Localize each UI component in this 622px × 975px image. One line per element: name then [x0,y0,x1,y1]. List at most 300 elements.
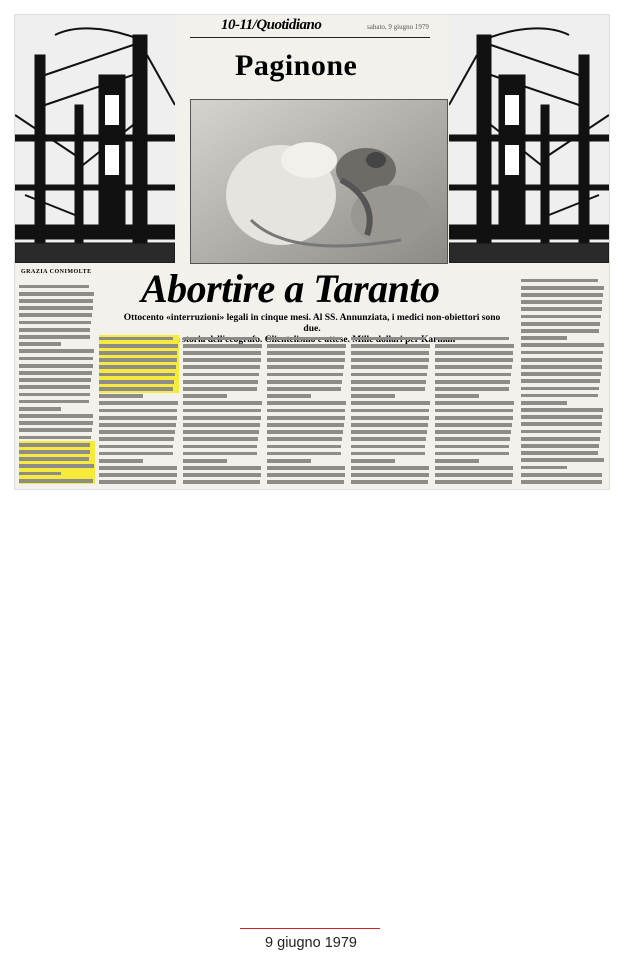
text-column-5 [351,335,431,489]
text-line-bar [521,394,598,398]
text-line-bar [351,409,429,413]
text-line [351,421,431,428]
text-line-bar [351,358,429,362]
text-line-bar [183,344,262,348]
text-line [183,428,263,435]
text-line-bar [435,423,512,427]
text-line [19,434,95,441]
text-line-bar [351,452,425,456]
text-line [99,385,179,392]
text-line [267,385,347,392]
text-line [267,443,347,450]
text-line-bar [521,458,604,462]
text-line [521,392,605,399]
text-line [521,406,605,413]
text-line [99,428,179,435]
text-line-bar [19,428,92,432]
text-line-bar [183,409,261,413]
text-line-bar [351,351,429,355]
text-line-bar [521,408,603,412]
text-line-bar [183,380,258,384]
text-line-bar [99,394,143,398]
text-column-4 [267,335,347,489]
text-line [521,471,605,478]
caption-rule [240,928,380,929]
text-line [183,457,263,464]
text-line-bar [521,422,602,426]
text-line-bar [183,423,260,427]
text-line-bar [99,430,175,434]
text-line [19,456,95,463]
text-column-3 [183,335,263,489]
text-line-bar [183,358,261,362]
text-line-bar [351,416,429,420]
text-line [351,335,431,342]
industrial-photo-right [449,15,609,263]
text-line-bar [183,466,261,470]
text-line [351,407,431,414]
text-line-bar [19,349,94,353]
text-line-bar [435,452,509,456]
section-label: 10-11/Quotidiano [221,17,322,33]
text-line [267,472,347,479]
text-line [351,450,431,457]
masthead-date: sabato, 9 giugno 1979 [367,23,429,31]
text-line-bar [521,430,601,434]
text-line [19,326,95,333]
text-line [267,479,347,486]
text-line [435,421,515,428]
text-line [351,342,431,349]
text-line [183,385,263,392]
text-line-bar [521,315,601,319]
text-line-bar [521,480,602,484]
text-line [267,364,347,371]
text-line [521,478,605,485]
text-line [19,355,95,362]
text-line [183,464,263,471]
text-line-bar [435,409,513,413]
text-line-bar [521,473,602,477]
text-line [183,472,263,479]
text-line [99,479,179,486]
text-line-bar [99,337,173,341]
text-line [267,464,347,471]
text-line-bar [351,473,429,477]
text-line-bar [351,430,427,434]
text-line-bar [267,452,341,456]
text-line [19,376,95,383]
text-line-bar [19,464,94,468]
text-line [351,400,431,407]
text-line-bar [19,472,61,476]
text-line [19,412,95,419]
text-line [267,349,347,356]
text-line-bar [183,394,227,398]
center-photo [190,99,448,264]
text-line-bar [99,473,177,477]
text-line [521,385,605,392]
text-line [19,384,95,391]
text-line [183,414,263,421]
text-line [99,414,179,421]
text-line-bar [267,401,346,405]
text-line [99,450,179,457]
text-line [19,463,95,470]
text-line [521,378,605,385]
text-line-bar [19,393,90,397]
text-line-bar [267,459,311,463]
industrial-photo-left [15,15,175,263]
text-line-bar [99,380,174,384]
text-line [19,283,95,290]
text-line [521,299,605,306]
text-line [19,333,95,340]
text-line [521,291,605,298]
text-line-bar [183,387,257,391]
text-line-bar [19,313,92,317]
text-line [267,342,347,349]
text-line-bar [351,337,425,341]
text-line [435,393,515,400]
text-line [435,450,515,457]
text-line [267,414,347,421]
text-line-bar [183,337,257,341]
text-line-bar [267,394,311,398]
text-line [183,421,263,428]
text-line-bar [521,322,600,326]
text-line-bar [99,437,174,441]
text-line [351,472,431,479]
text-line [435,457,515,464]
text-line [521,320,605,327]
text-line-bar [351,401,430,405]
text-line [521,363,605,370]
text-line-bar [183,373,259,377]
text-line [521,442,605,449]
text-line [435,400,515,407]
text-line [19,477,95,484]
text-line [99,457,179,464]
text-line [267,378,347,385]
text-line [435,407,515,414]
text-line-bar [183,452,257,456]
text-line-bar [99,423,176,427]
text-line [267,421,347,428]
text-line [435,378,515,385]
text-line-bar [99,480,176,484]
text-line-bar [267,430,343,434]
text-line-bar [267,466,345,470]
text-line-bar [435,387,509,391]
page-title: Paginone [235,49,358,82]
text-line-bar [435,445,509,449]
text-line [351,479,431,486]
text-line [351,414,431,421]
text-line [183,450,263,457]
text-line-bar [19,342,61,346]
text-line [19,312,95,319]
text-line [351,378,431,385]
text-line-bar [351,394,395,398]
text-line [435,428,515,435]
text-line-bar [19,321,91,325]
text-line-bar [435,437,510,441]
text-line [521,399,605,406]
text-line-bar [19,292,94,296]
masthead [15,15,609,35]
text-line-bar [19,328,90,332]
text-line-bar [521,351,603,355]
text-line [435,472,515,479]
text-line-bar [435,358,513,362]
text-line-bar [99,373,175,377]
text-line [183,349,263,356]
text-line [19,297,95,304]
text-line-bar [183,416,261,420]
text-line [19,319,95,326]
text-line-bar [351,344,430,348]
text-line-bar [99,351,177,355]
text-line-bar [99,416,177,420]
text-line-bar [267,373,343,377]
text-line [99,378,179,385]
text-line [99,357,179,364]
text-line [521,370,605,377]
text-line-bar [521,286,604,290]
byline: GRAZIA CONIMOLTE [21,269,92,275]
text-line-bar [267,344,346,348]
text-line-bar [521,387,599,391]
text-line [521,349,605,356]
text-line-bar [99,401,178,405]
text-line [521,335,605,342]
text-line-bar [351,480,428,484]
text-line [267,450,347,457]
text-line-bar [99,459,143,463]
text-line [99,349,179,356]
text-line-bar [99,358,177,362]
text-line-bar [19,378,91,382]
text-line [435,414,515,421]
text-line [19,362,95,369]
text-column-7 [521,277,605,489]
text-line-bar [99,344,178,348]
text-line-bar [267,409,345,413]
text-line-bar [351,380,426,384]
text-line-bar [267,358,345,362]
text-line [183,443,263,450]
text-line-bar [183,365,260,369]
text-line [19,427,95,434]
text-line-bar [19,479,93,483]
text-line [435,479,515,486]
text-line-bar [521,343,604,347]
text-line [435,436,515,443]
text-line [521,277,605,284]
text-line [19,290,95,297]
text-line-bar [351,387,425,391]
text-line-bar [183,445,257,449]
text-line-bar [351,365,428,369]
text-line [521,464,605,471]
text-line [267,393,347,400]
text-line [351,371,431,378]
text-line [521,450,605,457]
text-line [351,457,431,464]
text-line-bar [435,416,513,420]
text-line [183,357,263,364]
text-line [99,364,179,371]
text-line [521,306,605,313]
text-line-bar [351,437,426,441]
text-line-bar [267,351,345,355]
text-line [183,378,263,385]
text-line [183,335,263,342]
text-line-bar [521,300,602,304]
text-line-bar [267,437,342,441]
text-line [183,342,263,349]
text-line [19,448,95,455]
text-line-bar [351,466,429,470]
text-line [19,341,95,348]
text-line [351,364,431,371]
text-line [19,470,95,477]
text-line-bar [183,437,258,441]
text-line [99,335,179,342]
text-line-bar [267,416,345,420]
text-line [521,313,605,320]
text-line-bar [19,285,89,289]
text-column-2 [99,335,179,489]
text-column-6 [435,335,515,489]
text-line [351,349,431,356]
text-line [99,443,179,450]
text-line-bar [435,351,513,355]
text-line-bar [99,387,173,391]
text-line-bar [435,459,479,463]
text-column-1 [19,283,95,489]
text-line-bar [435,344,514,348]
text-line [99,400,179,407]
text-line [19,348,95,355]
text-line-bar [19,407,61,411]
text-line [267,400,347,407]
text-line [351,443,431,450]
text-line-bar [521,279,598,283]
text-line-bar [267,473,345,477]
text-line-bar [521,358,602,362]
text-line [19,398,95,405]
text-line [183,479,263,486]
text-line-bar [521,379,600,383]
text-line [351,436,431,443]
text-line-bar [435,401,514,405]
text-line [99,464,179,471]
text-line-bar [183,430,259,434]
text-line [521,356,605,363]
text-line [183,400,263,407]
masthead-rule [190,37,430,38]
text-line [19,391,95,398]
text-line [435,342,515,349]
text-line-bar [19,357,93,361]
text-line [521,457,605,464]
text-line-bar [351,445,425,449]
headline: Abortire a Taranto [141,266,440,311]
text-line-bar [183,401,262,405]
text-line [267,436,347,443]
text-line [521,435,605,442]
text-line-bar [521,444,599,448]
text-line [99,371,179,378]
text-line-bar [435,373,511,377]
date-caption: 9 giugno 1979 [265,935,357,951]
text-line [19,305,95,312]
text-line [521,284,605,291]
text-line [351,464,431,471]
text-line [99,421,179,428]
text-line [99,393,179,400]
text-line-bar [521,466,567,470]
text-line-bar [19,385,90,389]
text-line [99,472,179,479]
text-line-bar [267,445,341,449]
text-line-bar [435,473,513,477]
text-line-bar [435,480,512,484]
text-line [183,393,263,400]
text-line-bar [183,459,227,463]
text-line [19,420,95,427]
text-line [183,436,263,443]
text-line-bar [521,307,602,311]
deck-line-1: Ottocento «interruzioni» legali in cinque mesi. Al SS. Annunziata, i medici non-obiettori sono due. [123,313,501,334]
text-line-bar [99,365,176,369]
text-line-bar [19,436,91,440]
text-line [267,357,347,364]
text-line [351,393,431,400]
text-line-bar [521,415,602,419]
text-line [521,414,605,421]
text-line [267,457,347,464]
text-line-bar [19,299,93,303]
text-line [267,407,347,414]
text-line [435,335,515,342]
text-line-bar [351,373,427,377]
text-line-bar [521,365,602,369]
text-line-bar [19,421,93,425]
text-line [99,407,179,414]
text-line [435,371,515,378]
text-line [435,364,515,371]
text-line-bar [435,466,513,470]
text-line-bar [351,423,428,427]
text-line [267,335,347,342]
text-line-bar [267,365,344,369]
text-line-bar [183,351,261,355]
text-line [521,342,605,349]
text-line [435,385,515,392]
text-line [521,327,605,334]
text-line [99,342,179,349]
text-line [521,421,605,428]
text-line [351,428,431,435]
text-line [435,349,515,356]
text-line-bar [435,380,510,384]
text-line-bar [19,335,90,339]
newspaper-clipping [14,14,610,490]
text-line-bar [521,329,599,333]
